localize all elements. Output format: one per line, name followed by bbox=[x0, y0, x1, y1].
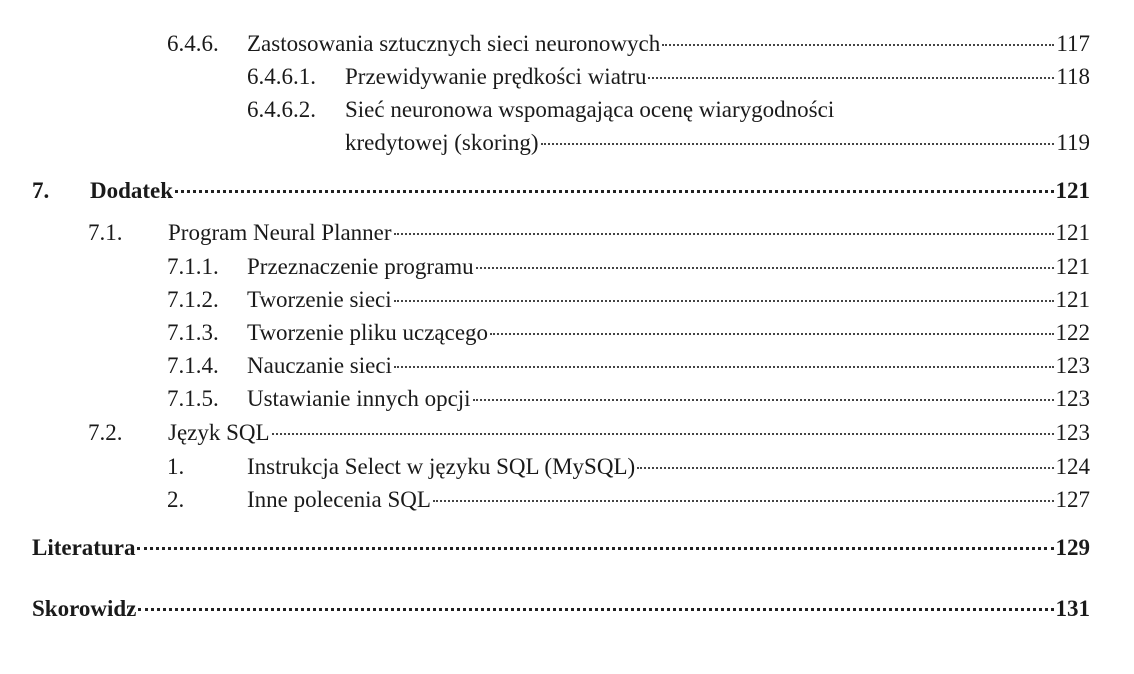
toc-entry-7[interactable] bbox=[0, 176, 1090, 206]
toc-entry-7-1[interactable] bbox=[0, 218, 1090, 248]
entry-number: 7.1.3. bbox=[167, 320, 219, 345]
entry-title: Skorowidz bbox=[32, 596, 137, 621]
entry-page-number: 122 bbox=[1055, 320, 1090, 345]
toc-entry-7-1-1[interactable] bbox=[0, 252, 1090, 282]
dot-leader bbox=[473, 399, 1054, 401]
entry-number: 2. bbox=[167, 487, 185, 512]
toc-entry-literatura[interactable] bbox=[0, 533, 1090, 563]
toc-entry-7-1-5[interactable] bbox=[0, 384, 1090, 414]
entry-title-continued: kredytowej (skoring) bbox=[345, 130, 539, 155]
entry-number: 7.2. bbox=[88, 420, 123, 445]
entry-page-number: 117 bbox=[1056, 31, 1090, 56]
entry-number: 6.4.6. bbox=[167, 31, 219, 56]
entry-title: Zastosowania sztucznych sieci neuronowych bbox=[247, 31, 661, 56]
entry-number: 6.4.6.2. bbox=[247, 97, 316, 122]
dot-leader bbox=[490, 333, 1053, 335]
toc-entry-7-2[interactable] bbox=[0, 418, 1090, 448]
toc-entry-6-4-6-2-line1[interactable] bbox=[247, 95, 834, 125]
toc-entry-6-4-6[interactable] bbox=[0, 29, 1090, 59]
entry-title: Nauczanie sieci bbox=[247, 353, 392, 378]
toc-entry-6-4-6-1[interactable] bbox=[0, 62, 1090, 92]
entry-number: 7.1. bbox=[88, 220, 123, 245]
toc-entry-6-4-6-2-line2[interactable] bbox=[0, 128, 1090, 158]
entry-page-number: 129 bbox=[1055, 535, 1090, 560]
entry-number: 7.1.2. bbox=[167, 287, 219, 312]
entry-title: Przeznaczenie programu bbox=[247, 254, 474, 279]
entry-number: 7.1.1. bbox=[167, 254, 219, 279]
entry-title: Literatura bbox=[32, 535, 136, 560]
dot-leader bbox=[394, 300, 1054, 302]
entry-page-number: 123 bbox=[1055, 420, 1090, 445]
dot-leader bbox=[175, 190, 1053, 193]
entry-page-number: 123 bbox=[1055, 386, 1090, 411]
dot-leader bbox=[394, 366, 1054, 368]
dot-leader bbox=[541, 143, 1055, 145]
entry-page-number: 127 bbox=[1055, 487, 1090, 512]
entry-title: Przewidywanie prędkości wiatru bbox=[345, 64, 647, 89]
entry-title: Inne polecenia SQL bbox=[247, 487, 431, 512]
entry-number: 7. bbox=[32, 178, 50, 203]
dot-leader bbox=[137, 547, 1053, 550]
entry-title: Sieć neuronowa wspomagająca ocenę wiarygodności bbox=[345, 97, 835, 122]
dot-leader bbox=[394, 233, 1054, 235]
entry-title: Tworzenie pliku uczącego bbox=[247, 320, 489, 345]
dot-leader bbox=[476, 267, 1054, 269]
entry-page-number: 123 bbox=[1055, 353, 1090, 378]
entry-page-number: 131 bbox=[1055, 596, 1090, 621]
toc-entry-7-2-2[interactable] bbox=[0, 485, 1090, 515]
entry-number: 1. bbox=[167, 454, 185, 479]
dot-leader bbox=[138, 608, 1053, 611]
entry-page-number: 121 bbox=[1055, 254, 1090, 279]
entry-title: Program Neural Planner bbox=[168, 220, 392, 245]
entry-page-number: 121 bbox=[1055, 220, 1090, 245]
dot-leader bbox=[272, 433, 1054, 435]
entry-page-number: 121 bbox=[1055, 178, 1090, 203]
entry-title: Instrukcja Select w języku SQL (MySQL) bbox=[247, 454, 636, 479]
entry-title: Język SQL bbox=[168, 420, 270, 445]
entry-title: Tworzenie sieci bbox=[247, 287, 392, 312]
toc-entry-7-2-1[interactable] bbox=[0, 452, 1090, 482]
entry-page-number: 118 bbox=[1056, 64, 1090, 89]
entry-page-number: 124 bbox=[1055, 454, 1090, 479]
entry-number: 7.1.5. bbox=[167, 386, 219, 411]
entry-title: Dodatek bbox=[90, 178, 174, 203]
entry-number: 6.4.6.1. bbox=[247, 64, 316, 89]
entry-title: Ustawianie innych opcji bbox=[247, 386, 471, 411]
toc-entry-skorowidz[interactable] bbox=[0, 594, 1090, 624]
dot-leader bbox=[662, 44, 1054, 46]
toc-entry-7-1-2[interactable] bbox=[0, 285, 1090, 315]
toc-entry-7-1-4[interactable] bbox=[0, 351, 1090, 381]
entry-page-number: 121 bbox=[1055, 287, 1090, 312]
dot-leader bbox=[648, 77, 1054, 79]
entry-page-number: 119 bbox=[1056, 130, 1090, 155]
dot-leader bbox=[637, 467, 1053, 469]
dot-leader bbox=[433, 500, 1054, 502]
toc-entry-7-1-3[interactable] bbox=[0, 318, 1090, 348]
entry-number: 7.1.4. bbox=[167, 353, 219, 378]
